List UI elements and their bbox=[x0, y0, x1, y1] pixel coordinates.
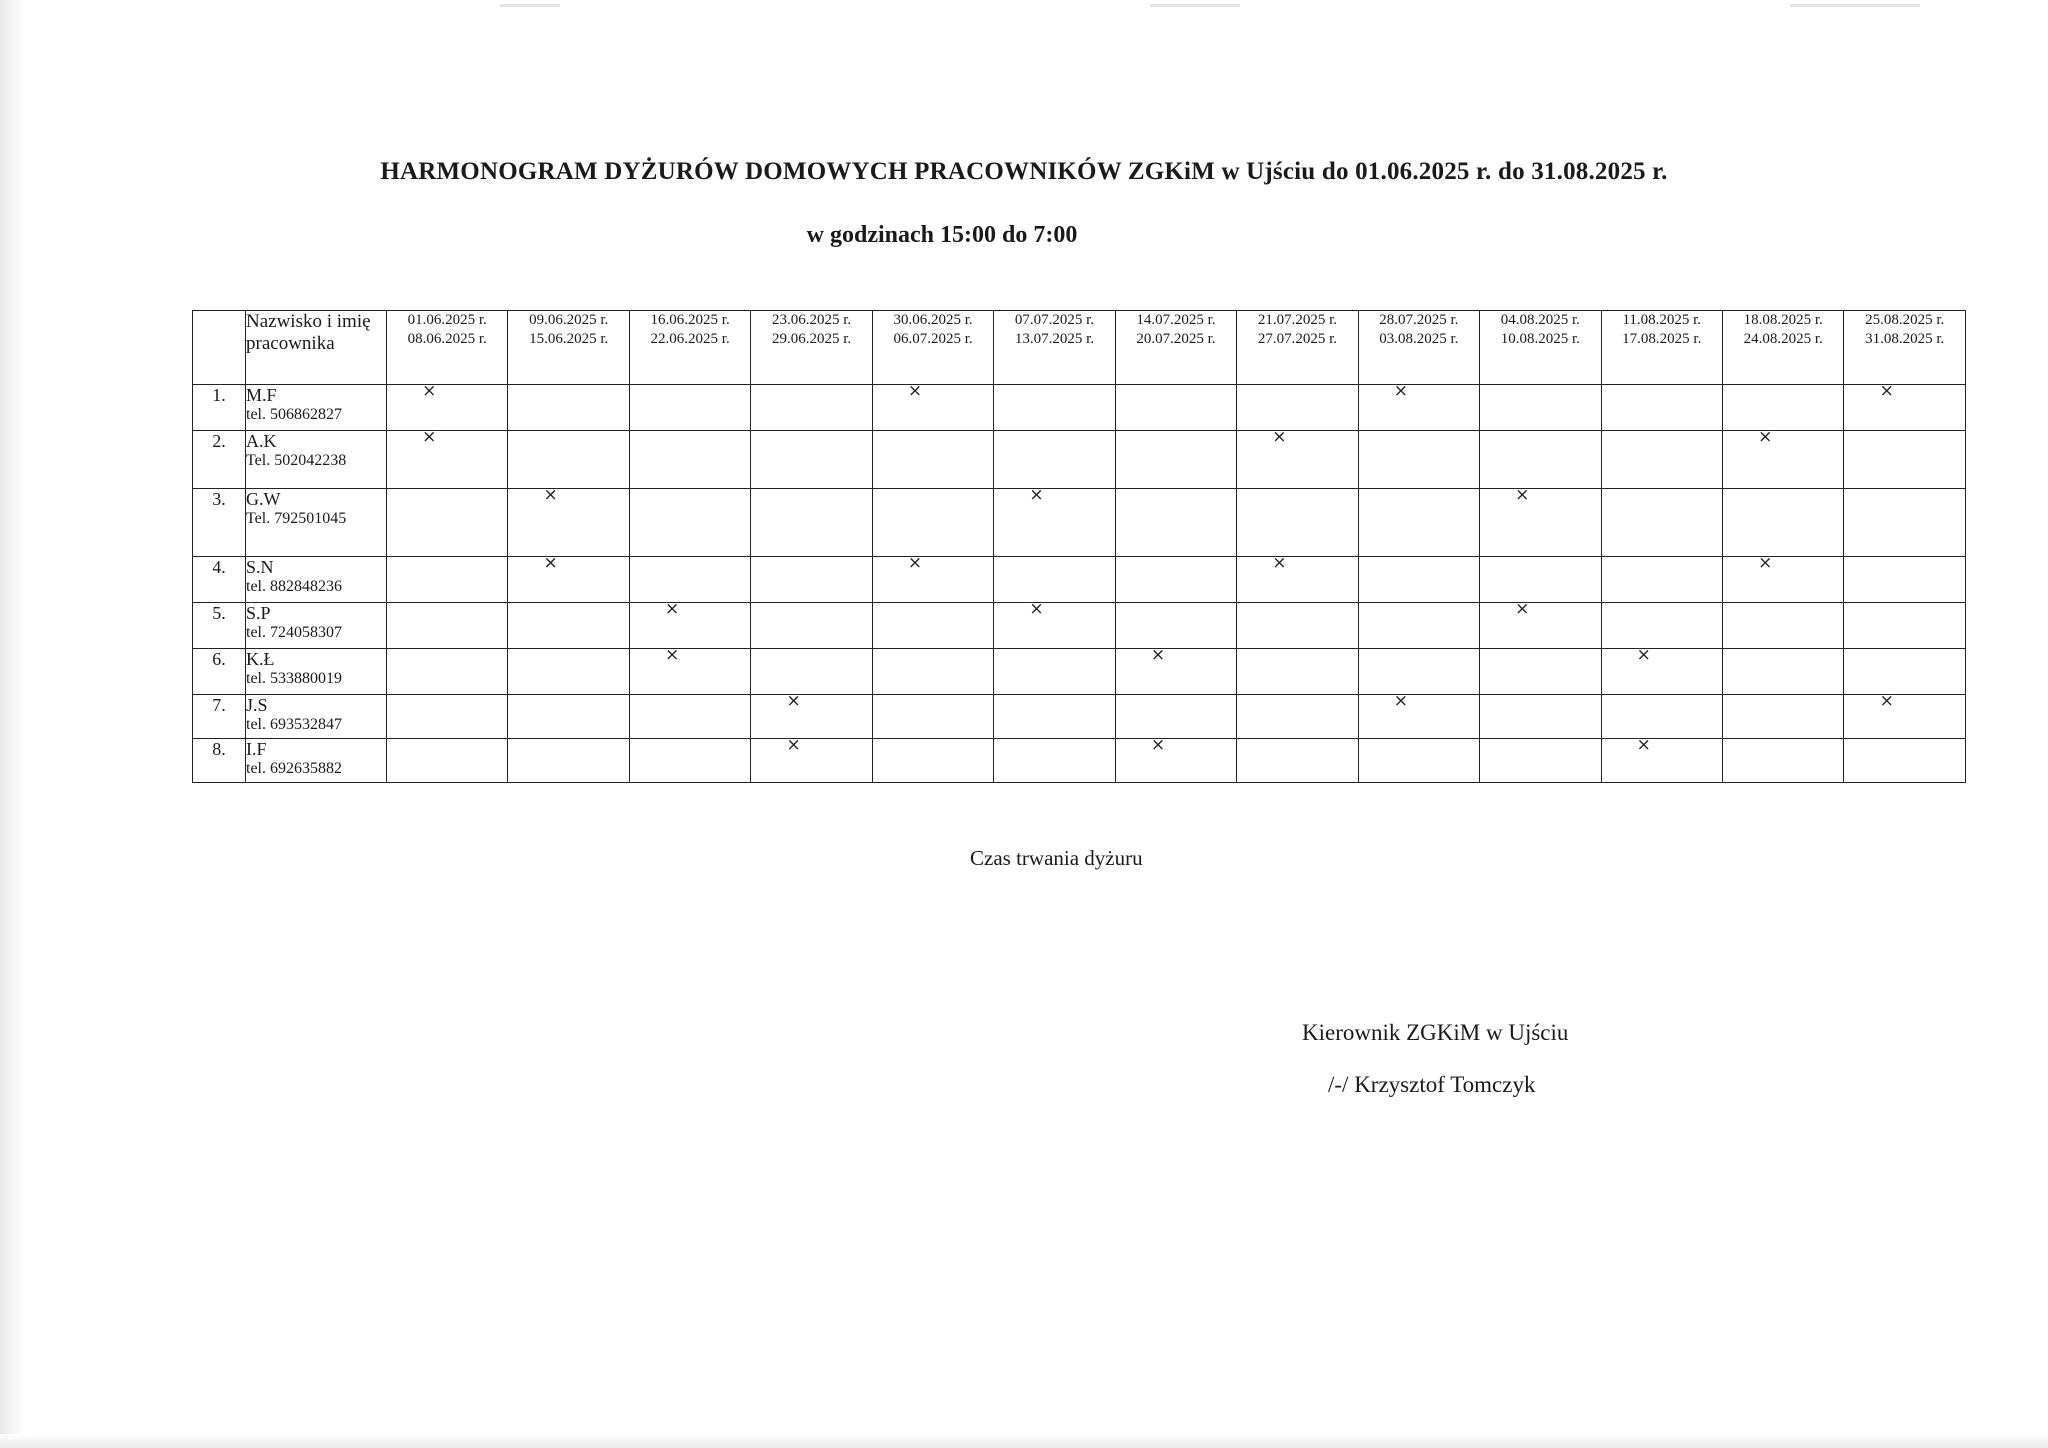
employee-phone: Tel. 792501045 bbox=[246, 510, 347, 527]
scan-left-edge bbox=[0, 0, 26, 1448]
duty-schedule-table bbox=[192, 310, 1966, 783]
empty-cell bbox=[1844, 739, 1966, 783]
employee-cell bbox=[246, 739, 387, 783]
empty-cell bbox=[629, 557, 750, 603]
week-start-date: 01.06.2025 r. bbox=[407, 312, 487, 328]
employee-cell bbox=[246, 695, 387, 739]
week-end-date: 22.06.2025 r. bbox=[650, 331, 730, 347]
empty-cell bbox=[1722, 603, 1843, 649]
week-start-date: 04.08.2025 r. bbox=[1500, 312, 1580, 328]
empty-cell bbox=[1237, 603, 1358, 649]
week-end-date: 24.08.2025 r. bbox=[1743, 331, 1823, 347]
duty-mark-cell bbox=[994, 485, 1115, 557]
empty-cell bbox=[1480, 431, 1601, 489]
empty-cell bbox=[751, 489, 872, 557]
duty-mark-cell bbox=[1115, 645, 1236, 695]
week-header bbox=[387, 311, 508, 385]
duty-mark: × bbox=[1636, 735, 1651, 755]
empty-cell bbox=[387, 649, 508, 695]
week-start-date: 09.06.2025 r. bbox=[529, 312, 609, 328]
empty-cell bbox=[751, 557, 872, 603]
week-end-date: 31.08.2025 r. bbox=[1865, 331, 1945, 347]
duty-mark: × bbox=[1150, 735, 1166, 755]
duty-mark: × bbox=[1029, 485, 1044, 505]
duty-mark-cell bbox=[1601, 735, 1722, 783]
employee-phone: tel. 506862827 bbox=[246, 406, 342, 423]
empty-cell bbox=[1115, 431, 1236, 489]
empty-cell bbox=[1237, 649, 1358, 695]
week-start-date: 14.07.2025 r. bbox=[1136, 312, 1216, 328]
duty-mark-cell bbox=[1115, 735, 1236, 783]
duty-mark: × bbox=[543, 553, 558, 573]
empty-cell bbox=[994, 385, 1115, 431]
empty-cell bbox=[1358, 431, 1479, 489]
week-end-date: 08.06.2025 r. bbox=[407, 331, 487, 347]
duty-mark: × bbox=[1879, 381, 1894, 401]
duty-mark-cell bbox=[1480, 599, 1601, 649]
empty-cell bbox=[872, 739, 993, 783]
row-number: 4. bbox=[193, 557, 246, 603]
employee-phone: tel. 693532847 bbox=[246, 716, 342, 733]
empty-cell bbox=[751, 431, 872, 489]
week-end-date: 17.08.2025 r. bbox=[1622, 331, 1702, 347]
week-header bbox=[1480, 311, 1601, 385]
duty-mark-cell bbox=[387, 381, 508, 431]
employee-phone: tel. 692635882 bbox=[246, 760, 342, 777]
empty-cell bbox=[1358, 557, 1479, 603]
empty-cell bbox=[508, 695, 629, 739]
week-start-date: 30.06.2025 r. bbox=[893, 312, 973, 328]
empty-cell bbox=[1115, 603, 1236, 649]
empty-cell bbox=[751, 603, 872, 649]
employee-cell bbox=[246, 385, 387, 431]
empty-cell bbox=[1115, 385, 1236, 431]
duty-mark: × bbox=[907, 381, 923, 401]
duty-mark-cell bbox=[1722, 427, 1843, 489]
week-start-date: 07.07.2025 r. bbox=[1014, 312, 1095, 328]
duty-mark: × bbox=[543, 485, 558, 505]
duty-mark-cell bbox=[1601, 645, 1722, 695]
empty-cell bbox=[387, 603, 508, 649]
duty-mark-cell bbox=[994, 599, 1115, 649]
week-header bbox=[1115, 311, 1236, 385]
week-start-date: 28.07.2025 r. bbox=[1379, 312, 1459, 328]
empty-cell bbox=[1844, 649, 1966, 695]
row-number: 5. bbox=[193, 603, 246, 649]
duty-mark-cell bbox=[508, 485, 629, 557]
week-start-date: 25.08.2025 r. bbox=[1865, 312, 1945, 328]
empty-cell bbox=[751, 649, 872, 695]
employee-cell bbox=[246, 489, 387, 557]
empty-cell bbox=[872, 603, 993, 649]
empty-cell bbox=[1358, 489, 1479, 557]
name-header: Nazwisko i imię pracownika bbox=[246, 311, 387, 385]
employee-initials: S.P bbox=[246, 603, 271, 623]
empty-cell bbox=[994, 739, 1115, 783]
duty-mark-cell bbox=[629, 645, 750, 695]
row-number: 6. bbox=[193, 649, 246, 695]
week-header bbox=[872, 311, 993, 385]
table-row bbox=[193, 385, 1966, 431]
employee-initials: G.W bbox=[246, 489, 281, 509]
empty-cell bbox=[872, 695, 993, 739]
week-start-date: 16.06.2025 r. bbox=[650, 312, 730, 328]
week-header bbox=[508, 311, 629, 385]
empty-cell bbox=[1722, 385, 1843, 431]
duty-mark: × bbox=[665, 645, 680, 665]
duty-mark: × bbox=[1879, 691, 1894, 711]
duty-mark-cell bbox=[751, 735, 872, 783]
empty-cell bbox=[1844, 557, 1966, 603]
empty-cell bbox=[629, 385, 750, 431]
row-number: 7. bbox=[193, 695, 246, 739]
duty-mark-cell bbox=[1358, 691, 1479, 739]
employee-initials: K.Ł bbox=[246, 649, 275, 669]
empty-cell bbox=[872, 649, 993, 695]
empty-cell bbox=[1358, 739, 1479, 783]
empty-cell bbox=[1237, 385, 1358, 431]
scan-bottom-edge bbox=[0, 1434, 2048, 1448]
week-header bbox=[994, 311, 1115, 385]
duty-mark: × bbox=[907, 553, 923, 573]
duty-mark: × bbox=[1515, 485, 1530, 505]
empty-cell bbox=[1722, 739, 1843, 783]
document-title: HARMONOGRAM DYŻURÓW DOMOWYCH PRACOWNIKÓW ZGKiM w Ujściu do 01.06.2025 r. do 31.08.2025 r. bbox=[380, 158, 1668, 185]
table-row bbox=[193, 557, 1966, 603]
duty-mark: × bbox=[422, 381, 437, 401]
week-header bbox=[1722, 311, 1843, 385]
duty-mark: × bbox=[1758, 553, 1773, 573]
empty-cell bbox=[1844, 489, 1966, 557]
empty-cell bbox=[387, 489, 508, 557]
row-number: 1. bbox=[193, 385, 246, 431]
duty-mark-cell bbox=[1722, 553, 1843, 603]
duty-mark-cell bbox=[387, 427, 508, 489]
lp-header bbox=[193, 311, 246, 385]
employee-initials: S.N bbox=[246, 557, 274, 577]
signature-name: /-/ Krzysztof Tomczyk bbox=[1328, 1072, 1536, 1097]
employee-cell bbox=[246, 557, 387, 603]
duty-mark: × bbox=[786, 691, 801, 711]
table-row bbox=[193, 695, 1966, 739]
duty-mark-cell bbox=[872, 553, 993, 603]
empty-cell bbox=[1480, 557, 1601, 603]
duty-mark-cell bbox=[751, 691, 872, 739]
duty-mark: × bbox=[1272, 553, 1287, 573]
table-row bbox=[193, 431, 1966, 489]
table-row bbox=[193, 739, 1966, 783]
empty-cell bbox=[1480, 739, 1601, 783]
employee-phone: tel. 724058307 bbox=[246, 624, 342, 641]
empty-cell bbox=[1844, 603, 1966, 649]
empty-cell bbox=[508, 385, 629, 431]
employee-phone: tel. 882848236 bbox=[246, 578, 342, 595]
duty-mark-cell bbox=[1480, 485, 1601, 557]
empty-cell bbox=[994, 695, 1115, 739]
empty-cell bbox=[1601, 431, 1722, 489]
duty-mark: × bbox=[1758, 427, 1773, 447]
employee-initials: I.F bbox=[246, 739, 267, 759]
empty-cell bbox=[1358, 603, 1479, 649]
empty-cell bbox=[994, 431, 1115, 489]
table-body bbox=[193, 381, 1966, 783]
empty-cell bbox=[1237, 489, 1358, 557]
empty-cell bbox=[1115, 489, 1236, 557]
empty-cell bbox=[629, 431, 750, 489]
duty-mark-cell bbox=[508, 553, 629, 603]
row-number: 2. bbox=[193, 431, 246, 489]
empty-cell bbox=[1722, 649, 1843, 695]
empty-cell bbox=[1601, 603, 1722, 649]
duty-mark: × bbox=[1272, 427, 1287, 447]
empty-cell bbox=[1601, 557, 1722, 603]
scan-artifact bbox=[1790, 4, 1920, 7]
week-end-date: 10.08.2025 r. bbox=[1500, 331, 1580, 347]
empty-cell bbox=[1115, 695, 1236, 739]
empty-cell bbox=[1722, 695, 1843, 739]
week-end-date: 13.07.2025 r. bbox=[1014, 331, 1095, 347]
empty-cell bbox=[1358, 649, 1479, 695]
empty-cell bbox=[387, 557, 508, 603]
empty-cell bbox=[508, 649, 629, 695]
week-end-date: 03.08.2025 r. bbox=[1379, 331, 1459, 347]
empty-cell bbox=[387, 739, 508, 783]
duty-mark: × bbox=[1029, 599, 1044, 619]
week-start-date: 18.08.2025 r. bbox=[1743, 312, 1823, 328]
employee-phone: tel. 533880019 bbox=[246, 670, 342, 687]
duty-mark: × bbox=[1393, 381, 1408, 401]
document-subtitle: w godzinach 15:00 do 7:00 bbox=[806, 222, 1078, 248]
empty-cell bbox=[1237, 695, 1358, 739]
week-end-date: 20.07.2025 r. bbox=[1136, 331, 1216, 347]
empty-cell bbox=[1601, 489, 1722, 557]
duty-mark-cell bbox=[1237, 427, 1358, 489]
week-header bbox=[1358, 311, 1479, 385]
duty-mark-cell bbox=[1844, 691, 1966, 739]
week-end-date: 27.07.2025 r. bbox=[1257, 331, 1337, 347]
week-header bbox=[629, 311, 750, 385]
empty-cell bbox=[1601, 385, 1722, 431]
week-start-date: 11.08.2025 r. bbox=[1622, 312, 1702, 328]
week-end-date: 29.06.2025 r. bbox=[772, 331, 852, 347]
row-number: 3. bbox=[193, 489, 246, 557]
week-end-date: 06.07.2025 r. bbox=[893, 331, 973, 347]
empty-cell bbox=[629, 695, 750, 739]
duty-mark-cell bbox=[1844, 381, 1966, 431]
empty-cell bbox=[1480, 695, 1601, 739]
duty-mark: × bbox=[1636, 645, 1651, 665]
empty-cell bbox=[1601, 695, 1722, 739]
empty-cell bbox=[1722, 489, 1843, 557]
employee-phone: Tel. 502042238 bbox=[246, 452, 347, 469]
empty-cell bbox=[872, 489, 993, 557]
table-row bbox=[193, 489, 1966, 557]
empty-cell bbox=[1480, 385, 1601, 431]
duty-mark-cell bbox=[629, 599, 750, 649]
empty-cell bbox=[629, 489, 750, 557]
duty-mark: × bbox=[422, 427, 437, 447]
empty-cell bbox=[508, 431, 629, 489]
duty-mark: × bbox=[1150, 645, 1166, 665]
employee-cell bbox=[246, 649, 387, 695]
duty-mark: × bbox=[786, 735, 801, 755]
employee-initials: A.K bbox=[246, 431, 277, 451]
empty-cell bbox=[994, 649, 1115, 695]
empty-cell bbox=[1844, 431, 1966, 489]
table-header-row bbox=[193, 311, 1966, 385]
empty-cell bbox=[751, 385, 872, 431]
empty-cell bbox=[994, 557, 1115, 603]
duty-mark: × bbox=[665, 599, 680, 619]
employee-initials: J.S bbox=[246, 695, 268, 715]
week-header bbox=[1237, 311, 1358, 385]
empty-cell bbox=[1115, 557, 1236, 603]
empty-cell bbox=[508, 739, 629, 783]
employee-cell bbox=[246, 431, 387, 489]
employee-initials: M.F bbox=[246, 385, 277, 405]
duty-mark-cell bbox=[1358, 381, 1479, 431]
scan-artifact bbox=[1150, 4, 1240, 7]
empty-cell bbox=[629, 739, 750, 783]
week-header bbox=[1844, 311, 1966, 385]
table-row bbox=[193, 603, 1966, 649]
row-number: 8. bbox=[193, 739, 246, 783]
table-row bbox=[193, 649, 1966, 695]
duty-mark-cell bbox=[872, 381, 993, 431]
empty-cell bbox=[872, 431, 993, 489]
week-start-date: 21.07.2025 r. bbox=[1257, 312, 1337, 328]
week-header bbox=[751, 311, 872, 385]
empty-cell bbox=[387, 695, 508, 739]
week-header bbox=[1601, 311, 1722, 385]
empty-cell bbox=[1480, 649, 1601, 695]
week-end-date: 15.06.2025 r. bbox=[529, 331, 609, 347]
scan-artifact bbox=[500, 4, 560, 7]
empty-cell bbox=[1237, 739, 1358, 783]
duty-duration-label: Czas trwania dyżuru bbox=[970, 846, 1143, 870]
signature-role: Kierownik ZGKiM w Ujściu bbox=[1302, 1020, 1569, 1045]
duty-mark: × bbox=[1515, 599, 1530, 619]
empty-cell bbox=[508, 603, 629, 649]
employee-cell bbox=[246, 603, 387, 649]
duty-mark: × bbox=[1393, 691, 1408, 711]
duty-mark-cell bbox=[1237, 553, 1358, 603]
week-start-date: 23.06.2025 r. bbox=[772, 312, 852, 328]
